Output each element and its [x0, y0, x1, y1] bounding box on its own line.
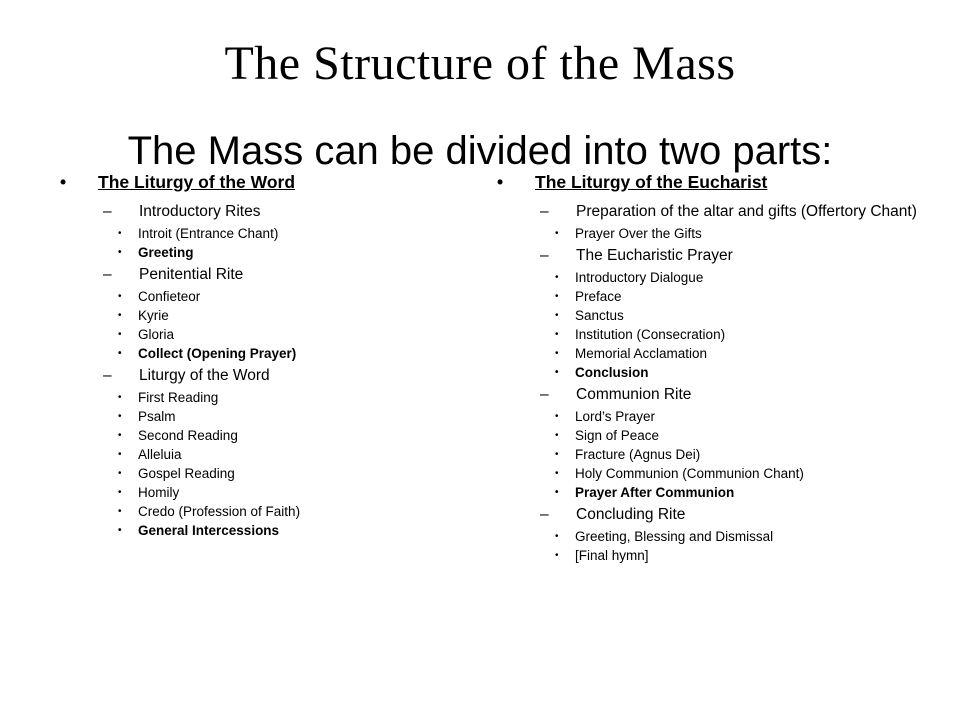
bullet-icon: •	[555, 291, 559, 303]
list-item-text: Sanctus	[575, 308, 624, 324]
list-item	[555, 326, 917, 343]
section-heading	[103, 203, 460, 220]
list-item-text: Second Reading	[138, 428, 238, 444]
list-item-text: Homily	[138, 485, 180, 501]
list-item	[555, 446, 917, 463]
list-item-text: Sign of Peace	[575, 428, 660, 444]
bullet-icon: •	[118, 430, 122, 442]
section-label: Liturgy of the Word	[139, 367, 270, 385]
item-list	[118, 389, 460, 539]
list-item	[555, 484, 917, 501]
dash-icon: –	[540, 506, 549, 524]
list-item-text: Institution (Consecration)	[575, 327, 726, 343]
list-item	[118, 408, 460, 425]
list-item-text: Preface	[575, 289, 622, 305]
list-item-text: Credo (Profession of Faith)	[138, 504, 301, 520]
slide-subtitle: The Mass can be divided into two parts:	[127, 129, 833, 173]
dash-icon: –	[103, 266, 112, 284]
bullet-icon: •	[555, 468, 559, 480]
list-item	[555, 408, 917, 425]
list-item-text: Psalm	[138, 409, 176, 425]
list-item	[118, 503, 460, 520]
list-item	[555, 547, 917, 564]
bullet-icon: •	[118, 525, 122, 537]
dash-icon: –	[540, 203, 549, 221]
section-heading	[540, 203, 917, 220]
outline-section	[103, 367, 460, 539]
list-item-text: Alleluia	[138, 447, 182, 463]
section-list	[497, 203, 917, 564]
bullet-icon: •	[118, 310, 122, 322]
list-item-text: Prayer After Communion	[575, 485, 735, 501]
outline-section	[540, 506, 917, 564]
bullet-icon: •	[118, 291, 122, 303]
bullet-icon: •	[555, 550, 559, 562]
bullet-icon: •	[118, 348, 122, 360]
bullet-icon: •	[555, 348, 559, 360]
list-item	[118, 244, 460, 261]
section-label: Preparation of the altar and gifts (Offertory Chant)	[576, 203, 917, 221]
bullet-icon: •	[555, 487, 559, 499]
dash-icon: –	[103, 367, 112, 385]
outline-section	[540, 203, 917, 242]
list-item	[118, 225, 460, 242]
list-item-text: Fracture (Agnus Dei)	[575, 447, 701, 463]
column-heading	[497, 172, 917, 192]
section-label: Concluding Rite	[576, 506, 686, 524]
list-item-text: [Final hymn]	[575, 548, 649, 564]
dash-icon: –	[540, 247, 549, 265]
list-item	[118, 484, 460, 501]
bullet-icon: •	[497, 172, 504, 192]
list-item-text: Collect (Opening Prayer)	[138, 346, 297, 362]
list-item-text: Kyrie	[138, 308, 169, 324]
list-item-text: Introit (Entrance Chant)	[138, 226, 279, 242]
outline-section	[540, 386, 917, 501]
column-heading-text: The Liturgy of the Word	[98, 172, 296, 192]
item-list	[555, 408, 917, 501]
list-item	[118, 427, 460, 444]
list-item	[555, 307, 917, 324]
bullet-icon: •	[555, 310, 559, 322]
list-item-text: Lord’s Prayer	[575, 409, 656, 425]
list-item	[118, 465, 460, 482]
list-item	[555, 427, 917, 444]
section-heading	[103, 266, 460, 283]
bullet-icon: •	[118, 506, 122, 518]
bullet-icon: •	[555, 411, 559, 423]
list-item-text: Gloria	[138, 327, 175, 343]
right-column	[497, 172, 917, 569]
item-list	[555, 269, 917, 381]
list-item	[555, 345, 917, 362]
list-item-text: General Intercessions	[138, 523, 280, 539]
list-item	[118, 307, 460, 324]
list-item	[118, 326, 460, 343]
section-heading	[103, 367, 460, 384]
outline-section	[103, 266, 460, 362]
list-item-text: Conclusion	[575, 365, 649, 381]
left-column	[60, 172, 460, 544]
bullet-icon: •	[118, 411, 122, 423]
item-list	[555, 528, 917, 564]
bullet-icon: •	[118, 228, 122, 240]
list-item	[555, 288, 917, 305]
outline-section	[103, 203, 460, 261]
outline-section	[540, 247, 917, 381]
list-item	[118, 345, 460, 362]
bullet-icon: •	[118, 487, 122, 499]
bullet-icon: •	[118, 392, 122, 404]
list-item-text: Gospel Reading	[138, 466, 235, 482]
list-item	[118, 446, 460, 463]
list-item	[555, 225, 917, 242]
list-item	[118, 389, 460, 406]
slide-title: The Structure of the Mass	[224, 37, 736, 90]
bullet-icon: •	[555, 449, 559, 461]
list-item	[118, 288, 460, 305]
list-item-text: Prayer Over the Gifts	[575, 226, 702, 242]
list-item-text: Confieteor	[138, 289, 201, 305]
section-heading	[540, 506, 917, 523]
bullet-icon: •	[555, 228, 559, 240]
section-label: Communion Rite	[576, 386, 692, 404]
list-item	[555, 364, 917, 381]
list-item	[555, 528, 917, 545]
dash-icon: –	[540, 386, 549, 404]
list-item-text: Greeting, Blessing and Dismissal	[575, 529, 774, 545]
dash-icon: –	[103, 203, 112, 221]
list-item	[555, 465, 917, 482]
section-heading	[540, 386, 917, 403]
section-label: Introductory Rites	[139, 203, 261, 221]
bullet-icon: •	[118, 468, 122, 480]
bullet-icon: •	[555, 430, 559, 442]
section-heading	[540, 247, 917, 264]
section-label: The Eucharistic Prayer	[576, 247, 733, 265]
bullet-icon: •	[555, 272, 559, 284]
list-item-text: Holy Communion (Communion Chant)	[575, 466, 804, 482]
section-label: Penitential Rite	[139, 266, 244, 284]
list-item-text: Greeting	[138, 245, 194, 261]
item-list	[118, 225, 460, 261]
list-item	[555, 269, 917, 286]
bullet-icon: •	[118, 449, 122, 461]
bullet-icon: •	[555, 329, 559, 341]
item-list	[555, 225, 917, 242]
item-list	[118, 288, 460, 362]
list-item-text: Memorial Acclamation	[575, 346, 708, 362]
section-list	[60, 203, 460, 539]
column-heading-text: The Liturgy of the Eucharist	[535, 172, 768, 192]
column-heading	[60, 172, 460, 192]
list-item-text: Introductory Dialogue	[575, 270, 704, 286]
list-item-text: First Reading	[138, 390, 219, 406]
bullet-icon: •	[118, 329, 122, 341]
bullet-icon: •	[60, 172, 67, 192]
bullet-icon: •	[118, 247, 122, 259]
bullet-icon: •	[555, 367, 559, 379]
list-item	[118, 522, 460, 539]
bullet-icon: •	[555, 531, 559, 543]
